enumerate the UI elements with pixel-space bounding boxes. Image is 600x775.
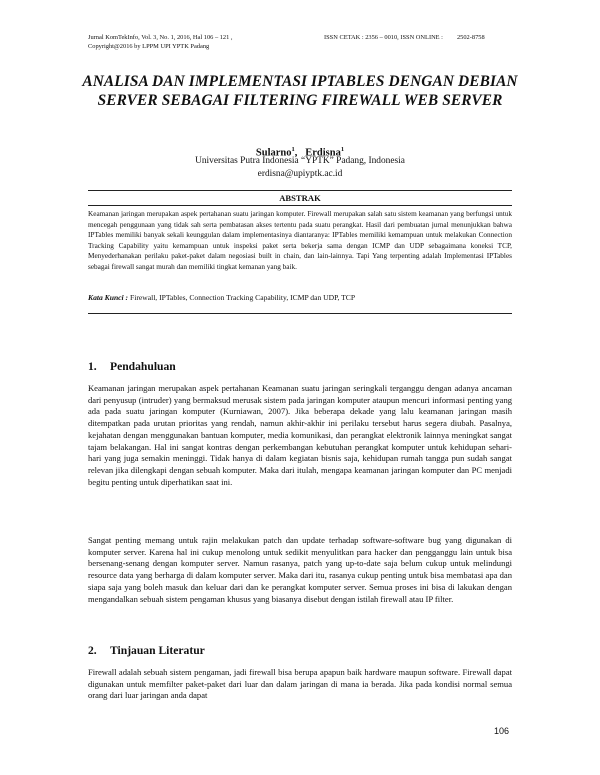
issn-header — [324, 33, 524, 42]
issn-online: 2502-8758 — [456, 34, 485, 41]
section-heading — [88, 360, 512, 374]
author-email: erdisna@upiyptk.ac.id — [257, 169, 343, 179]
author-affiliation: Universitas Putra Indonesia “YPTK” Padang, Indonesia — [195, 156, 405, 166]
keywords-text: Firewall, IPTables, Connection Tracking Capability, ICMP dan UDP, TCP — [130, 293, 356, 302]
abstract-heading: ABSTRAK — [279, 193, 321, 203]
abstract-heading-rule — [88, 205, 512, 206]
section-heading — [88, 644, 512, 658]
abstract-top-rule — [88, 190, 512, 191]
page-number: 106 — [494, 726, 510, 736]
author-affiliation-mark: 1 — [340, 146, 345, 153]
section-number: 2. — [88, 644, 97, 657]
issn-print: ISSN CETAK : 2356 – 0010, ISSN ONLINE : — [324, 34, 443, 41]
paper-title: ANALISA DAN IMPLEMENTASI IPTABLES DENGAN DEBIAN SERVER SEBAGAI FILTERING FIREWALL WEB SERVER — [82, 73, 518, 109]
journal-citation: Jurnal KomTekInfo, Vol. 3, No. 1, 2016, Hal 106 – 121 , — [88, 34, 233, 41]
section-title: Tinjauan Literatur — [110, 644, 205, 657]
abstract-bottom-rule — [88, 313, 512, 314]
body-paragraph: Keamanan jaringan merupakan aspek pertahanan Keamanan suatu jaringan seringkali terganggu dengan adanya ancaman dari penyusup (intruder) yang bermaksud merusak sistem pada jaringan komputer ataupun mencuri informasi penting yang ada pada suatu jaringan komputer (Kurniawan, 2007). Jika beberapa dekade yang lalu keamanan jaringan masih ditempatkan pada urutan prioritas yang rendah, namun akhir-akhir ini perilaku tersebut harus segera diubah. Pasalnya, kejahatan dengan menggunakan bantuan komputer, media komunikasi, dan perangkat elektronik lainnya meningkat sangat tajam belakangan. Hal ini sangat kontras dengan perkembangan kebutuhan perangkat komputer untuk kehidupan sehari-hari yang juga semakin meninggi. Tidak hanya di dalam kegiatan bisnis saja, kehidupan rumah tangga pun sudah sangat relevan jika dilengkapi dengan sebuah komputer. Maka dari itulah, mengapa keamanan jaringan komputer dan PC menjadi begitu penting untuk diperhatikan saat ini. — [88, 383, 512, 487]
keywords — [88, 293, 512, 303]
section-number: 1. — [88, 360, 97, 373]
author-name: Sularno — [255, 147, 292, 159]
journal-copyright: Copyright@2016 by LPPM UPI YPTK Padang — [88, 43, 210, 50]
abstract-text: Keamanan jaringan merupakan aspek pertahanan suatu jaringan komputer. Firewall merupakan salah satu sistem keamanan yang berfungsi untuk mencegah penggunaan yang tidak sah serta pembatasan akses tertentu pada suatu perangkat. Hasil dari pembuatan jurnal menunjukkan bahwa IPTables memiliki banyak sekali keunggulan dalam implementasinya diantaranya: IPTables memiliki kemampuan untuk melakukan Connection Tracking Capability yaitu kemampuan untuk inspeksi paket serta bekerja sama dengan ICMP dan UDP sebagaimana koneksi TCP, Menyederhanakan perilaku paket-paket dalam negosiasi built in chain, dan lain-lainnya. Tapi Yang terpenting adalah Implementasi IPTables sebagai firewall sangat murah dan memiliki tingkat kemanan yang baik. — [88, 210, 512, 271]
author-affiliation-mark: 1 — [291, 146, 295, 153]
body-paragraph: Firewall adalah sebuah sistem pengaman, jadi firewall bisa berupa apapun baik hardware maupun software. Firewall dapat digunakan untuk memfilter paket-paket dari luar dan dalam jaringan di mana ia berada. Jika pada kondisi normal semua orang dari luar jaringan anda dapat — [88, 667, 512, 701]
section-title: Pendahuluan — [110, 360, 176, 373]
body-paragraph: Sangat penting memang untuk rajin melakukan patch dan update terhadap software-software bug yang digunakan di komputer server. Karena hal ini cukup menolong untuk sedikit menyulitkan para hacker dan pengganggu lain untuk bisa bersenang-senang dengan komputer server. Namun rasanya, patch yang up-to-date saja belum cukup untuk melindungi resource data yang berharga di dalam komputer server. Maka dari itu, rasanya cukup penting untuk bisa membatasi apa dan siapa saja yang boleh masuk dan keluar dari dan ke perangkat komputer server. Semua proses ini bisa di lakukan dengan mengandalkan sebuah sistem pengaman khusus yang biasanya disebut dengan istilah firewall atau IP filter. — [88, 535, 512, 604]
author-name: Erdisna — [305, 147, 341, 159]
journal-header — [88, 33, 348, 51]
author-separator: , — [294, 147, 298, 159]
keywords-label: Kata Kunci : — [88, 293, 129, 302]
